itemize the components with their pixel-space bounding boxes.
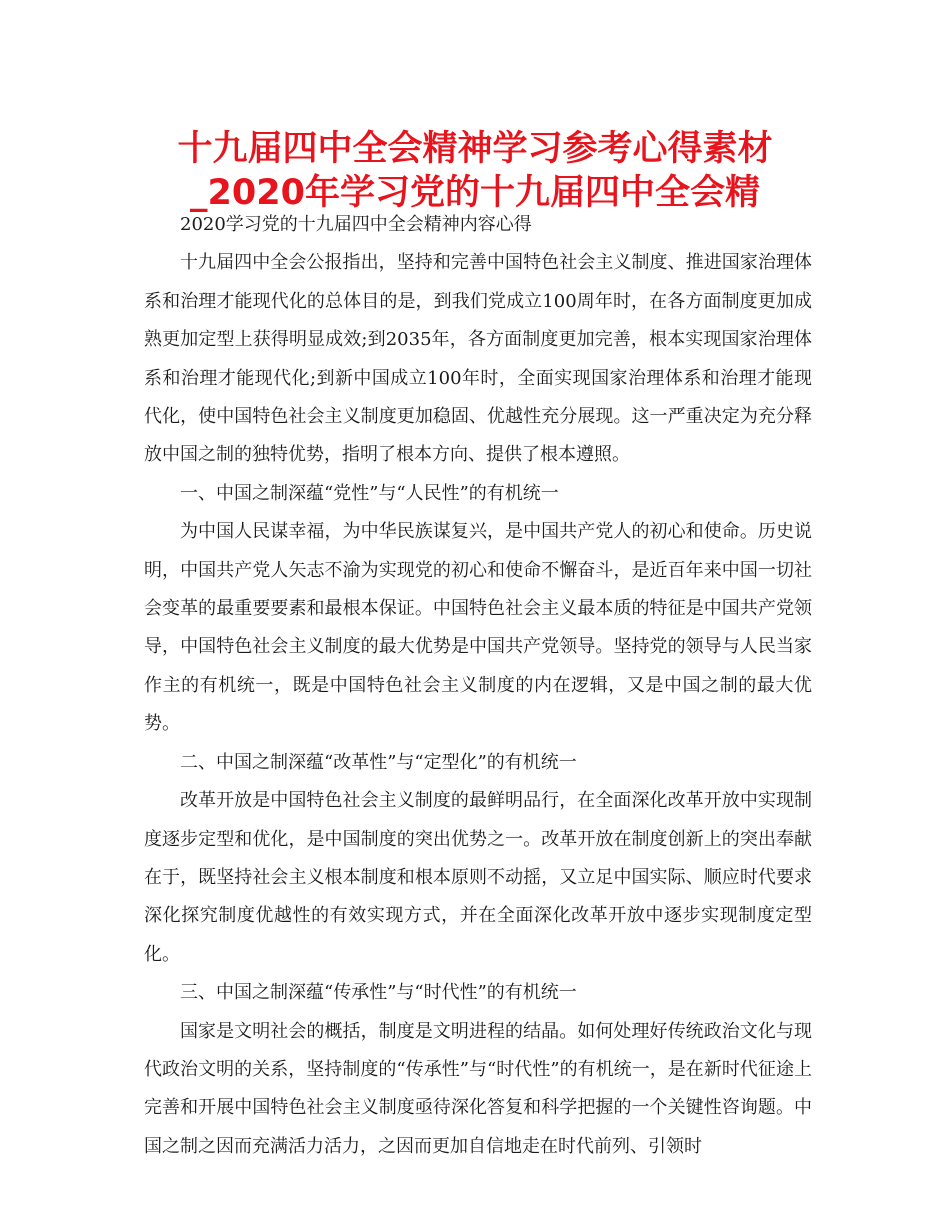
section-heading: 二、中国之制深蕴“改革性”与“定型化”的有机统一 xyxy=(180,751,577,773)
document-body xyxy=(144,206,812,1166)
body-paragraph: 改革开放是中国特色社会主义制度的最鲜明品行，在全面深化改革开放中实现制度逐步定型和优化，是中国制度的突出优势之一。改革开放在制度创新上的突出奉献在于，既坚持社会主义根本制度和根本原则不动摇，又立足中国实际、顺应时代要求深化探究制度优越性的有效实现方式，并在全面深化改革开放中逐步实现制度定型化。 xyxy=(144,790,812,965)
section-heading: 三、中国之制深蕴“传承性”与“时代性”的有机统一 xyxy=(180,982,577,1004)
section-heading: 一、中国之制深蕴“党性”与“人民性”的有机统一 xyxy=(180,482,559,504)
subtitle-paragraph: 2020学习党的十九届四中全会精神内容心得 xyxy=(180,214,532,235)
document-title-line-1: 十九届四中全会精神学习参考心得素材 xyxy=(177,129,773,169)
document-title-line-2: _2020年学习党的十九届四中全会精 xyxy=(190,173,760,213)
body-paragraph: 十九届四中全会公报指出，坚持和完善中国特色社会主义制度、推进国家治理体系和治理才能现代化的总体目的是，到我们党成立100周年时，在各方面制度更加成熟更加定型上获得明显成效;到2035年，各方面制度更加完善，根本实现国家治理体系和治理才能现代化;到新中国成立100年时，全面实现国家治理体系和治理才能现代化，使中国特色社会主义制度更加稳固、优越性充分展现。这一严重决定为充分释放中国之制的独特优势，指明了根本方向、提供了根本遵照。 xyxy=(144,252,812,466)
body-paragraph: 国家是文明社会的概括，制度是文明进程的结晶。如何处理好传统政治文化与现代政治文明的关系，坚持制度的“传承性”与“时代性”的有机统一，是在新时代征途上完善和开展中国特色社会主义制度亟待深化答复和科学把握的一个关键性咨询题。中国之制之因而充满活力活力，之因而更加自信地走在时代前列、引领时 xyxy=(144,1020,812,1157)
body-paragraph: 为中国人民谋幸福，为中华民族谋复兴，是中国共产党人的初心和使命。历史说明，中国共产党人矢志不渝为实现党的初心和使命不懈奋斗，是近百年来中国一切社会变革的最重要要素和最根本保证。中国特色社会主义最本质的特征是中国共产党领导，中国特色社会主义制度的最大优势是中国共产党领导。坚持党的领导与人民当家作主的有机统一，既是中国特色社会主义制度的内在逻辑，又是中国之制的最大优势。 xyxy=(144,521,812,735)
